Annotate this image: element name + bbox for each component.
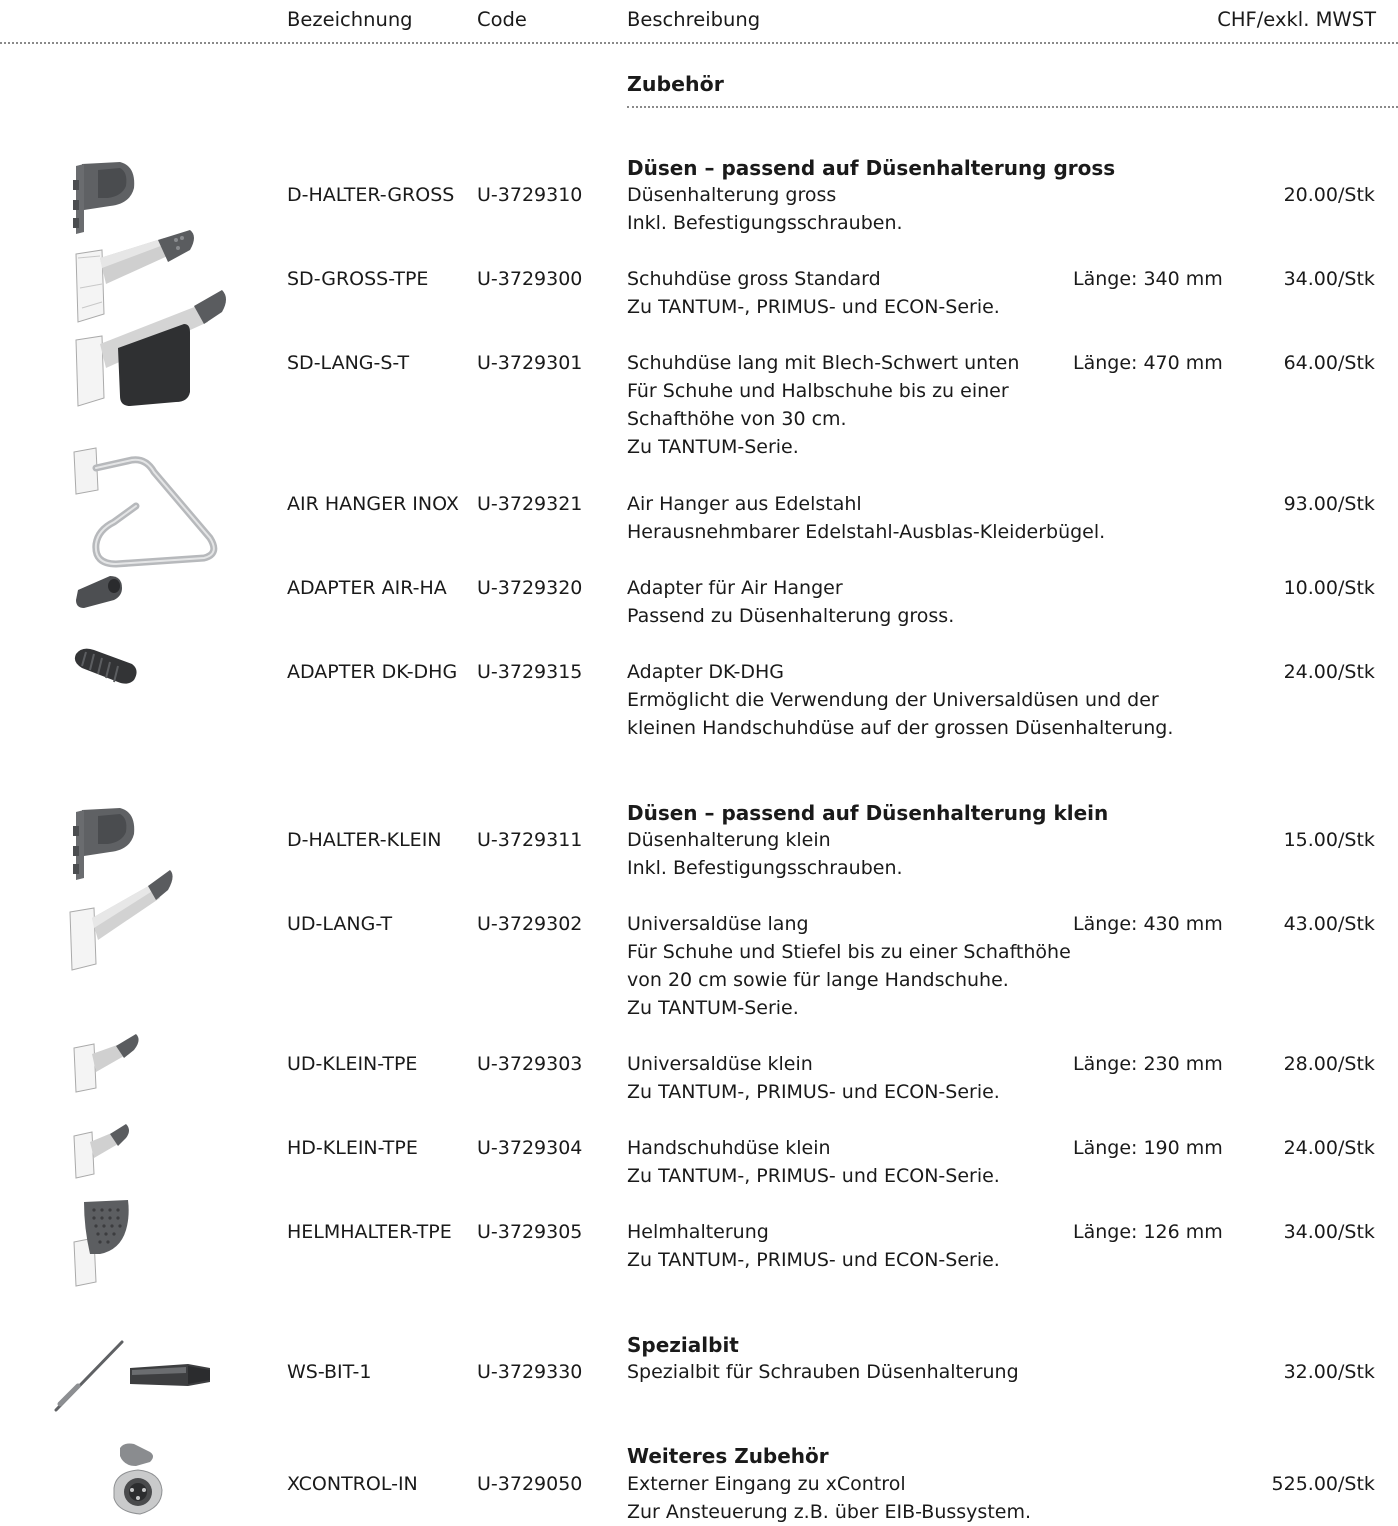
product-price: 34.00 [1283, 268, 1338, 290]
product-code: U-3729315 [477, 661, 583, 683]
price-unit: /Stk [1338, 184, 1375, 206]
description-line: Zu TANTUM-, PRIMUS- und ECON-Serie. [627, 1249, 1000, 1271]
column-header-name: Bezeichnung [287, 8, 413, 31]
description-line: Zur Ansteuerung z.B. über EIB-Bussystem. [627, 1501, 1032, 1523]
product-code: U-3729320 [477, 577, 583, 599]
product-description [627, 1358, 1187, 1386]
product-name: HD-KLEIN-TPE [287, 1137, 418, 1159]
price-unit: /Stk [1338, 1053, 1375, 1075]
description-line: Inkl. Befestigungsschrauben. [627, 212, 903, 234]
product-price: 34.00 [1283, 1221, 1338, 1243]
product-name: ADAPTER AIR-HA [287, 577, 447, 599]
description-line: Helmhalterung [627, 1221, 769, 1243]
product-price: 43.00 [1283, 913, 1338, 935]
product-price: 93.00 [1283, 493, 1338, 515]
adapter-dk-dhg-icon [72, 644, 142, 688]
product-price: 24.00 [1283, 1137, 1338, 1159]
product-name: D-HALTER-KLEIN [287, 829, 442, 851]
description-line: Passend zu Düsenhalterung gross. [627, 605, 955, 627]
description-line: Düsenhalterung klein [627, 829, 831, 851]
xcontrol-input-socket-icon [110, 1442, 168, 1520]
product-description [627, 1470, 1187, 1526]
description-line: Inkl. Befestigungsschrauben. [627, 857, 903, 879]
product-length: Länge: 430 mm [1073, 913, 1223, 935]
product-price: 32.00 [1283, 1361, 1338, 1383]
description-line: von 20 cm sowie für lange Handschuhe. [627, 969, 1009, 991]
column-header-description: Beschreibung [627, 8, 761, 31]
product-code: U-3729321 [477, 493, 583, 515]
product-description [627, 658, 1187, 742]
price-unit: /Stk [1338, 493, 1375, 515]
price-unit: /Stk [1338, 577, 1375, 599]
universal-nozzle-small-icon [70, 1032, 142, 1094]
price-unit: /Stk [1338, 352, 1375, 374]
description-line: Universaldüse klein [627, 1053, 813, 1075]
category-divider [627, 106, 1398, 108]
product-name: UD-LANG-T [287, 913, 393, 935]
product-name: XCONTROL-IN [287, 1473, 418, 1495]
section-title-more-accessories: Weiteres Zubehör [627, 1444, 829, 1468]
product-name: AIR HANGER INOX [287, 493, 459, 515]
description-line: Adapter für Air Hanger [627, 577, 843, 599]
section-title-special-bit: Spezialbit [627, 1333, 739, 1357]
product-code: U-3729303 [477, 1053, 583, 1075]
product-code: U-3729305 [477, 1221, 583, 1243]
nozzle-holder-large-icon [70, 158, 140, 236]
product-name: SD-GROSS-TPE [287, 268, 429, 290]
description-line: Schuhdüse lang mit Blech-Schwert unten [627, 352, 1020, 374]
description-line: Für Schuhe und Stiefel bis zu einer Schafthöhe [627, 941, 1071, 963]
description-line: kleinen Handschuhdüse auf der grossen Düsenhalterung. [627, 717, 1174, 739]
product-description [627, 181, 1187, 237]
product-price: 28.00 [1283, 1053, 1338, 1075]
product-price: 20.00 [1283, 184, 1338, 206]
shoe-nozzle-long-blade-icon [72, 288, 230, 410]
description-line: Zu TANTUM-Serie. [627, 436, 799, 458]
category-title: Zubehör [627, 72, 724, 96]
product-length: Länge: 340 mm [1073, 268, 1223, 290]
description-line: Düsenhalterung gross [627, 184, 837, 206]
description-line: Zu TANTUM-Serie. [627, 997, 799, 1019]
product-price: 24.00 [1283, 661, 1338, 683]
description-line: Externer Eingang zu xControl [627, 1473, 906, 1495]
column-header-price: CHF/exkl. MWST [1217, 8, 1376, 31]
section-title-large-holder: Düsen – passend auf Düsenhalterung gross [627, 156, 1116, 180]
product-code: U-3729310 [477, 184, 583, 206]
product-name: ADAPTER DK-DHG [287, 661, 458, 683]
description-line: Spezialbit für Schrauben Düsenhalterung [627, 1361, 1019, 1383]
product-name: D-HALTER-GROSS [287, 184, 455, 206]
price-unit: /Stk [1338, 661, 1375, 683]
price-unit: /Stk [1338, 1137, 1375, 1159]
header-divider [0, 42, 1398, 44]
price-unit: /Stk [1338, 1473, 1375, 1495]
price-unit: /Stk [1338, 1221, 1375, 1243]
product-price: 10.00 [1283, 577, 1338, 599]
special-bit-icon [50, 1338, 218, 1414]
product-price: 525.00 [1271, 1473, 1338, 1495]
description-line: Handschuhdüse klein [627, 1137, 831, 1159]
product-code: U-3729304 [477, 1137, 583, 1159]
product-code: U-3729300 [477, 268, 583, 290]
description-line: Herausnehmbarer Edelstahl-Ausblas-Kleiderbügel. [627, 521, 1106, 543]
description-line: Schuhdüse gross Standard [627, 268, 881, 290]
product-code: U-3729330 [477, 1361, 583, 1383]
description-line: Zu TANTUM-, PRIMUS- und ECON-Serie. [627, 1165, 1000, 1187]
description-line: Zu TANTUM-, PRIMUS- und ECON-Serie. [627, 296, 1000, 318]
price-unit: /Stk [1338, 268, 1375, 290]
product-description [627, 826, 1187, 882]
price-unit: /Stk [1338, 1361, 1375, 1383]
product-length: Länge: 470 mm [1073, 352, 1223, 374]
product-name: WS-BIT-1 [287, 1361, 372, 1383]
product-name: HELMHALTER-TPE [287, 1221, 452, 1243]
description-line: Adapter DK-DHG [627, 661, 785, 683]
product-code: U-3729050 [477, 1473, 583, 1495]
description-line: Air Hanger aus Edelstahl [627, 493, 862, 515]
product-name: UD-KLEIN-TPE [287, 1053, 418, 1075]
description-line: Schafthöhe von 30 cm. [627, 408, 847, 430]
section-title-small-holder: Düsen – passend auf Düsenhalterung klein [627, 801, 1109, 825]
price-unit: /Stk [1338, 829, 1375, 851]
adapter-air-hanger-icon [74, 572, 126, 610]
product-description [627, 490, 1187, 546]
product-code: U-3729301 [477, 352, 583, 374]
universal-nozzle-long-icon [66, 868, 176, 972]
column-header-code: Code [477, 8, 527, 31]
product-code: U-3729311 [477, 829, 583, 851]
product-price: 64.00 [1283, 352, 1338, 374]
description-line: Zu TANTUM-, PRIMUS- und ECON-Serie. [627, 1081, 1000, 1103]
product-length: Länge: 190 mm [1073, 1137, 1223, 1159]
product-name: SD-LANG-S-T [287, 352, 410, 374]
product-description [627, 574, 1187, 630]
product-length: Länge: 230 mm [1073, 1053, 1223, 1075]
description-line: Ermöglicht die Verwendung der Universaldüsen und der [627, 689, 1159, 711]
product-code: U-3729302 [477, 913, 583, 935]
product-price: 15.00 [1283, 829, 1338, 851]
description-line: Universaldüse lang [627, 913, 809, 935]
glove-nozzle-small-icon [70, 1122, 132, 1180]
price-unit: /Stk [1338, 913, 1375, 935]
helmet-holder-icon [70, 1198, 134, 1288]
description-line: Für Schuhe und Halbschuhe bis zu einer [627, 380, 1009, 402]
air-hanger-icon [70, 446, 220, 570]
product-length: Länge: 126 mm [1073, 1221, 1223, 1243]
